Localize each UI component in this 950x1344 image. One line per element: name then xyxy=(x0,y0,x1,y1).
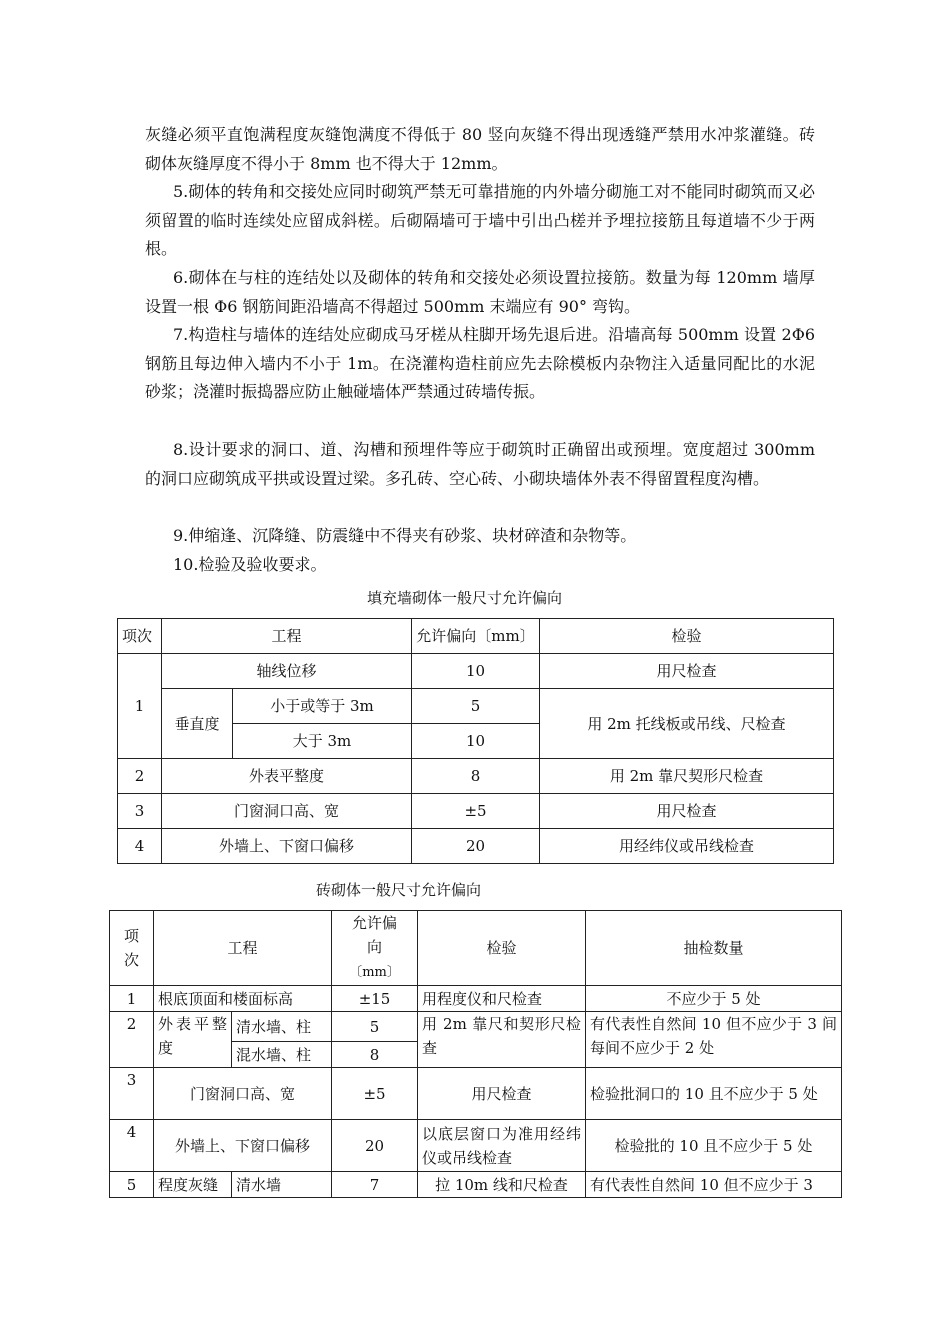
paragraph-item-8: 8.设计要求的洞口、道、沟槽和预埋件等应于砌筑时正确留出或预埋。宽度超过 300mm 的洞口应砌筑成平拱或设置过梁。多孔砖、空心砖、小砌块墙体外表不得留置程度沟槽。 xyxy=(145,440,815,488)
table-row xyxy=(118,654,834,689)
cell-check: 以底层窗口为准用经纬仪或吊线检查 xyxy=(418,1120,586,1172)
cell-item: 3 xyxy=(118,794,162,829)
cell-check: 用程度仪和尺检查 xyxy=(418,986,586,1012)
cell-tolerance: 5 xyxy=(412,689,540,724)
cell-tolerance: 8 xyxy=(412,759,540,794)
cell-item: 3 xyxy=(110,1068,154,1120)
cell-item: 1 xyxy=(118,654,162,759)
header-item-line2: 次 xyxy=(123,951,139,969)
table-row xyxy=(110,1172,842,1198)
header-item: 项次 xyxy=(118,619,162,654)
cell-group: 垂直度 xyxy=(162,689,233,759)
cell-check: 用尺检查 xyxy=(540,654,834,689)
cell-project: 外墙上、下窗口偏移 xyxy=(154,1120,332,1172)
cell-check: 用 2m 托线板或吊线、尺检查 xyxy=(540,689,834,759)
table-row xyxy=(110,1120,842,1172)
header-item xyxy=(110,911,154,986)
cell-count: 有代表性自然间 10 但不应少于 3 间每间不应少于 2 处 xyxy=(586,1012,842,1068)
cell-sub: 小于或等于 3m xyxy=(233,689,412,724)
header-project: 工程 xyxy=(154,911,332,986)
cell-project: 轴线位移 xyxy=(162,654,412,689)
cell-sub: 混水墙、柱 xyxy=(232,1042,332,1068)
table-row xyxy=(118,829,834,864)
cell-sub: 清水墙 xyxy=(232,1172,332,1198)
cell-tolerance: 7 xyxy=(332,1172,418,1198)
cell-check: 用经纬仪或吊线检查 xyxy=(540,829,834,864)
cell-tolerance: ±5 xyxy=(412,794,540,829)
cell-tolerance: 10 xyxy=(412,654,540,689)
cell-group: 程度灰缝 xyxy=(154,1172,232,1198)
table-row xyxy=(110,1068,842,1120)
header-tolerance xyxy=(332,911,418,986)
cell-project: 根底顶面和楼面标高 xyxy=(154,986,332,1012)
infill-wall-tolerance-table xyxy=(117,618,834,864)
header-tolerance-line3: 〔mm〕 xyxy=(349,965,400,980)
header-tolerance: 允许偏向〔mm〕 xyxy=(412,619,540,654)
table-row xyxy=(118,759,834,794)
cell-group: 外表平整度 xyxy=(154,1012,232,1068)
cell-item: 4 xyxy=(118,829,162,864)
header-tolerance-line1: 允许偏 xyxy=(352,914,398,932)
cell-tolerance: 8 xyxy=(332,1042,418,1068)
cell-check: 用 2m 靠尺和契形尺检查 xyxy=(418,1012,586,1068)
cell-tolerance: 10 xyxy=(412,724,540,759)
table-row xyxy=(118,689,834,724)
header-item-line1: 项 xyxy=(123,927,139,945)
table-row xyxy=(110,1012,842,1042)
brick-masonry-tolerance-table xyxy=(109,910,842,1198)
cell-item: 1 xyxy=(110,986,154,1012)
header-count: 抽检数量 xyxy=(586,911,842,986)
header-project: 工程 xyxy=(162,619,412,654)
cell-tolerance: 20 xyxy=(332,1120,418,1172)
table-header-row xyxy=(118,619,834,654)
header-check: 检验 xyxy=(418,911,586,986)
cell-check: 用 2m 靠尺契形尺检查 xyxy=(540,759,834,794)
cell-count: 检验批洞口的 10 且不应少于 5 处 xyxy=(586,1068,842,1120)
cell-project: 外墙上、下窗口偏移 xyxy=(162,829,412,864)
cell-count: 有代表性自然间 10 但不应少于 3 xyxy=(586,1172,842,1198)
cell-item: 2 xyxy=(118,759,162,794)
cell-project: 门窗洞口高、宽 xyxy=(162,794,412,829)
table-row xyxy=(118,794,834,829)
cell-project: 外表平整度 xyxy=(162,759,412,794)
cell-tolerance: ±15 xyxy=(332,986,418,1012)
cell-count: 不应少于 5 处 xyxy=(586,986,842,1012)
cell-sub: 清水墙、柱 xyxy=(232,1012,332,1042)
cell-sub: 大于 3m xyxy=(233,724,412,759)
cell-check: 用尺检查 xyxy=(418,1068,586,1120)
table2-caption: 砖砌体一般尺寸允许偏向 xyxy=(316,881,482,899)
table-header-row xyxy=(110,911,842,986)
cell-count: 检验批的 10 且不应少于 5 处 xyxy=(586,1120,842,1172)
paragraph-item-5: 5.砌体的转角和交接处应同时砌筑严禁无可靠措施的内外墙分砌施工对不能同时砌筑而又必须留置的临时连续处应留成斜槎。后砌隔墙可于墙中引出凸槎并予埋拉接筋且每道墙不少于两根。 xyxy=(145,182,815,258)
cell-project: 门窗洞口高、宽 xyxy=(154,1068,332,1120)
paragraph-item-9: 9.伸缩逢、沉降缝、防震缝中不得夹有砂浆、块材碎渣和杂物等。 xyxy=(173,526,637,545)
cell-check: 用尺检查 xyxy=(540,794,834,829)
paragraph-item-10: 10.检验及验收要求。 xyxy=(173,555,327,574)
paragraph-mortar-joints: 灰缝必须平直饱满程度灰缝饱满度不得低于 80 竖向灰缝不得出现透缝严禁用水冲浆灌缝。砖砌体灰缝厚度不得小于 8mm 也不得大于 12mm。 xyxy=(145,125,815,173)
paragraph-item-7: 7.构造柱与墙体的连结处应砌成马牙槎从柱脚开场先退后进。沿墙高每 500mm 设置 2Φ6 钢筋且每边伸入墙内不小于 1m。在浇灌构造柱前应先去除模板内杂物注入适量同配比的水泥砂浆；浇灌时振捣器应防止触碰墙体严禁通过砖墙传振。 xyxy=(145,325,815,401)
cell-item: 2 xyxy=(110,1012,154,1068)
table-row xyxy=(110,986,842,1012)
cell-item: 4 xyxy=(110,1120,154,1172)
header-tolerance-line2: 向 xyxy=(367,938,383,956)
cell-tolerance: 5 xyxy=(332,1012,418,1042)
cell-check: 拉 10m 线和尺检查 xyxy=(418,1172,586,1198)
cell-tolerance: ±5 xyxy=(332,1068,418,1120)
table1-caption: 填充墙砌体一般尺寸允许偏向 xyxy=(367,589,563,607)
paragraph-item-6: 6.砌体在与柱的连结处以及砌体的转角和交接处必须设置拉接筋。数量为每 120mm 墙厚设置一根 Φ6 钢筋间距沿墙高不得超过 500mm 末端应有 90° 弯钩。 xyxy=(145,268,815,316)
header-check: 检验 xyxy=(540,619,834,654)
cell-tolerance: 20 xyxy=(412,829,540,864)
cell-item: 5 xyxy=(110,1172,154,1198)
